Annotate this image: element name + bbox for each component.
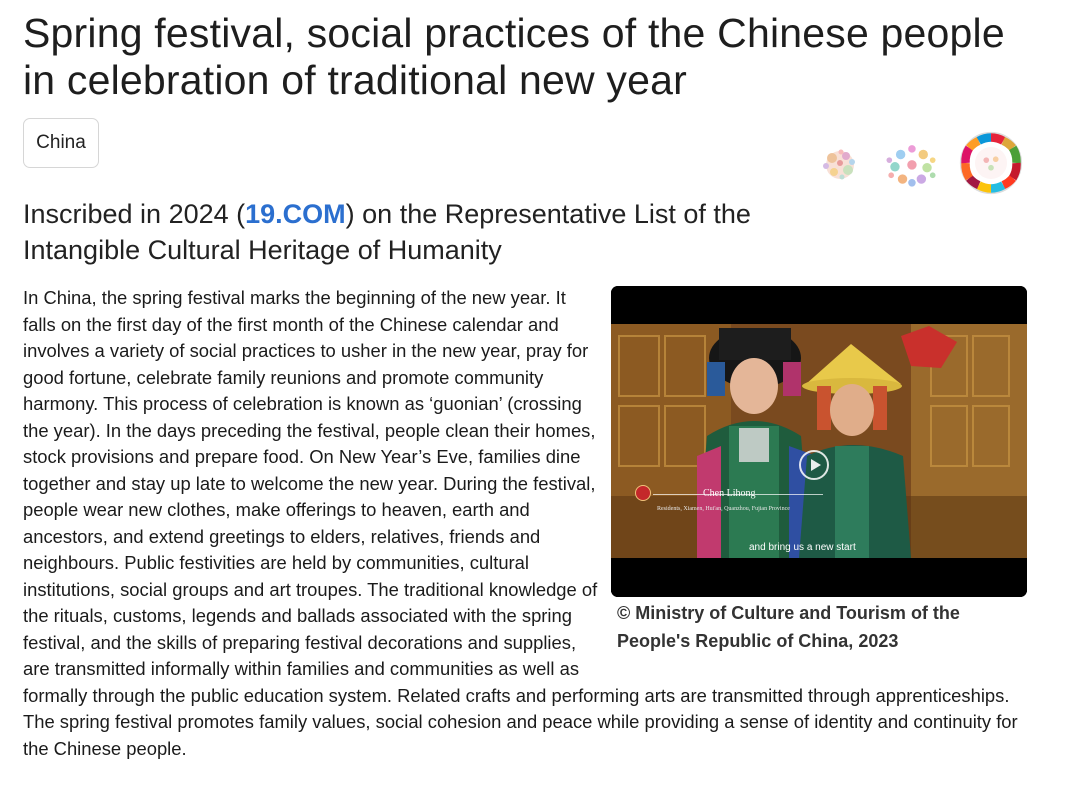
inscription-heading — [23, 196, 813, 268]
inscription-suffix: ) on the Representative List of the Intangible Cultural Heritage of Humanity — [23, 199, 751, 265]
video-subtitle: and bring us a new start — [749, 542, 856, 553]
description-text: In China, the spring festival marks the beginning of the new year. It falls on the first day of the first month of the Chinese calendar and involves a variety of social practices to usher in the new year, pray for good fortune, celebrate family reunions and promote community harmony. This process of celebration is known as ‘guonian’ (crossing the year). In the days preceding the festival, people clean their homes, stock provisions and prepare food. On New Year’s Eve, families dine together and stay up late to welcome the new year. During the festival, people wear new clothes, make offerings to heaven, earth and ancestors, and extend greetings to elders, relatives, friends and neighbours. Public festivities are held by communities, cultural institutions, social groups and art troupes. The traditional knowledge of the rituals, customs, legends and ballads associated with the spring festival, and the skills of preparing festival decorations and supplies, are transmitted informally within families and communities as well as formally through the public education system. Related crafts and performing arts are transmitted through apprenticeships. The spring festival promotes family values, social cohesion and peace while providing a sense of identity and continuity for the Chinese people. — [23, 287, 1018, 759]
speaker-lower-third — [635, 481, 835, 511]
lower-third-divider — [653, 494, 823, 495]
speaker-badge-icon — [635, 485, 651, 501]
video-figure — [609, 285, 1033, 657]
heritage-logos — [812, 130, 1028, 202]
sdg-wheel-icon — [958, 130, 1024, 196]
element-description — [23, 285, 1033, 762]
country-tag-china[interactable]: China — [23, 118, 99, 168]
play-button[interactable] — [799, 450, 829, 480]
video-player[interactable] — [611, 286, 1027, 597]
unesco-emblem-icon — [812, 130, 878, 196]
page-title: Spring festival, social practices of the Chinese people in celebration of traditional new year — [23, 10, 1005, 103]
video-caption: © Ministry of Culture and Tourism of the People's Republic of China, 2023 — [617, 603, 960, 651]
inscription-prefix: Inscribed in 2024 ( — [23, 199, 246, 229]
speaker-place: Residents, Xiamen, Hui'an, Quanzhou, Fujian Province — [657, 506, 790, 512]
committee-session-link[interactable]: 19.COM — [245, 199, 346, 229]
ich-emblem-icon — [878, 130, 944, 196]
